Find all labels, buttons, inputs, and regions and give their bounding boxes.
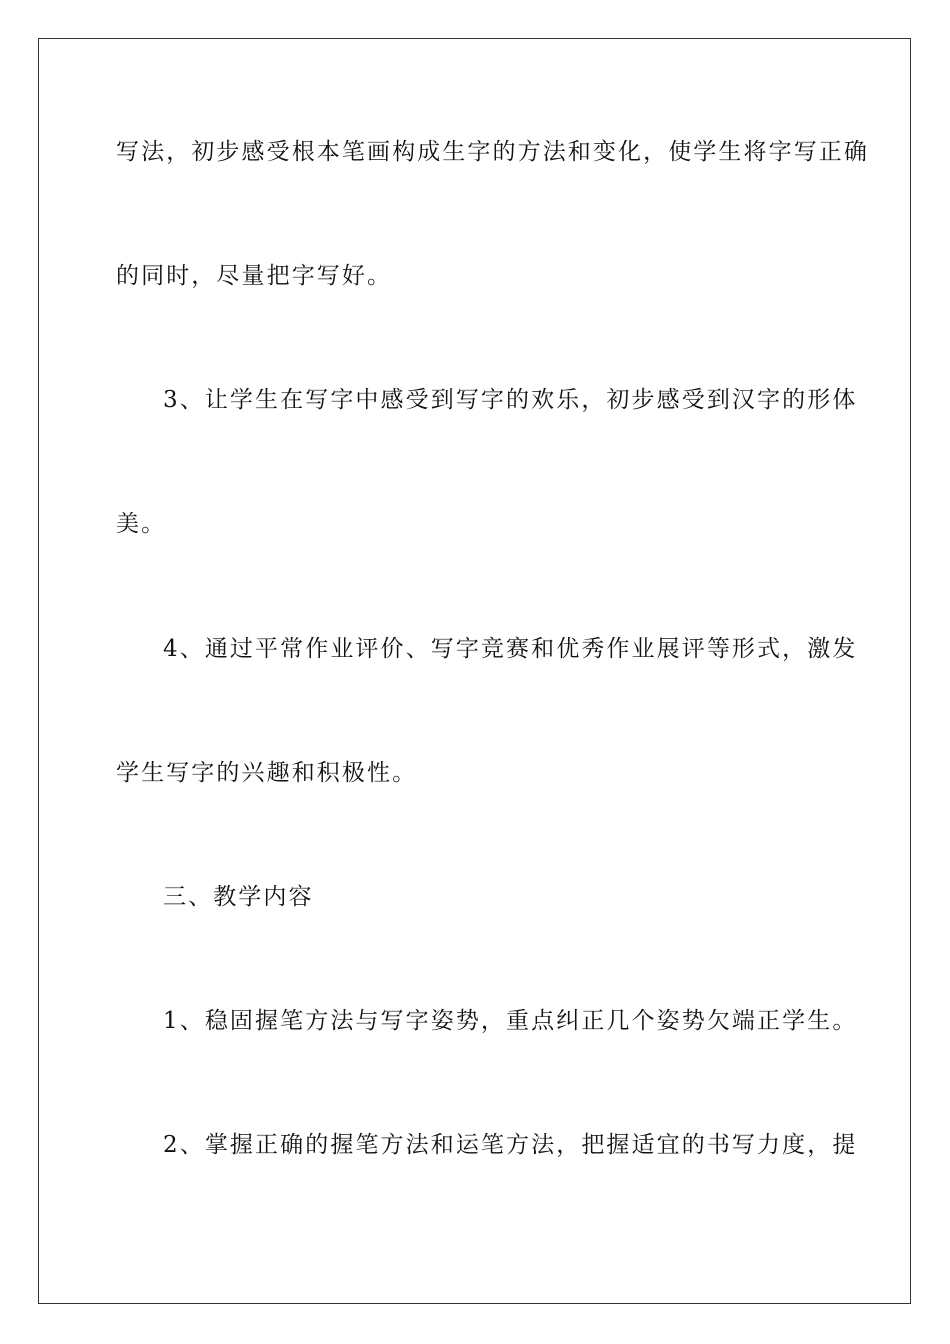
list-item-4-line-1: 4、通过平常作业评价、写字竞赛和优秀作业展评等形式，激发 — [163, 636, 858, 662]
content-item-1: 1、稳固握笔方法与写字姿势，重点纠正几个姿势欠端正学生。 — [163, 1008, 858, 1034]
content-item-2-line-1: 2、掌握正确的握笔方法和运笔方法，把握适宜的书写力度，提 — [163, 1132, 858, 1158]
list-item-3-line-2: 美。 — [116, 511, 167, 537]
list-item-4-line-2: 学生写字的兴趣和积极性。 — [116, 760, 418, 786]
section-heading-teaching-content: 三、教学内容 — [163, 884, 314, 910]
paragraph-line-1: 写法，初步感受根本笔画构成生字的方法和变化，使学生将字写正确 — [116, 139, 869, 165]
page-border — [38, 38, 911, 1304]
paragraph-line-2: 的同时，尽量把字写好。 — [116, 263, 393, 289]
list-item-3-line-1: 3、让学生在写字中感受到写字的欢乐，初步感受到汉字的形体 — [163, 387, 858, 413]
